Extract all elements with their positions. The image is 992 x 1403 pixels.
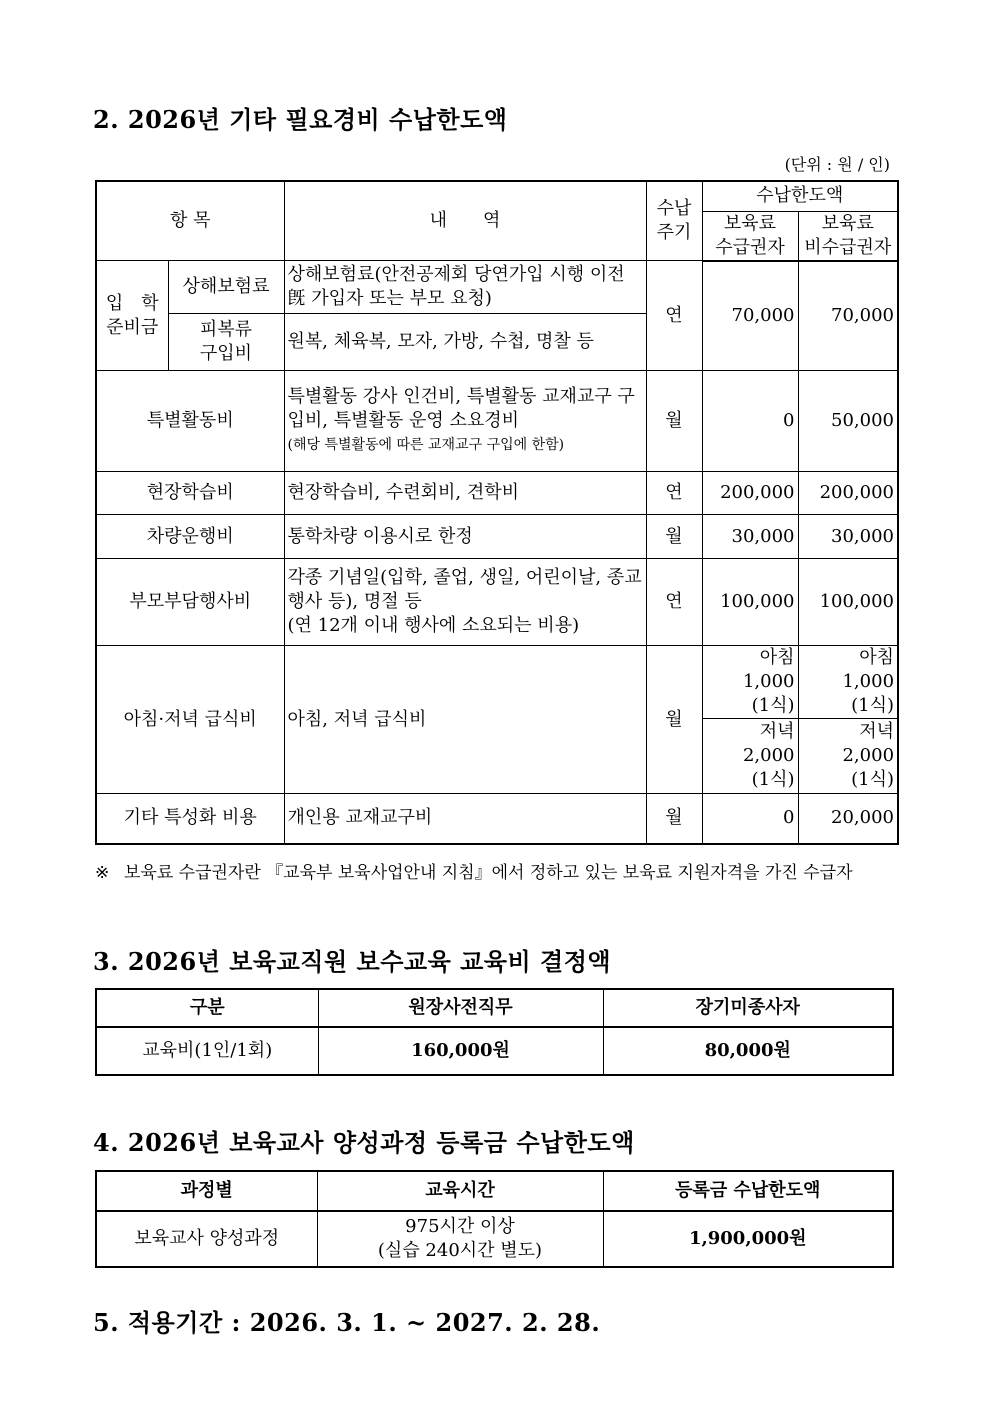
tuition-limit: 1,900,000원 [603,1211,893,1267]
field-detail: 현장학습비, 수련회비, 견학비 [284,472,646,515]
etc-non-eligible: 20,000 [798,794,898,844]
training-longterm-fee: 80,000원 [603,1027,893,1075]
header-limit: 수납한도액 [702,181,898,211]
fee-limit-table [95,180,899,845]
bus-cycle: 월 [646,515,702,559]
section3-title: 3. 2026년 보육교직원 보수교육 교육비 결정액 [93,947,612,976]
training-header-director: 원장사전직무 [318,989,603,1027]
training-row-label: 교육비(1인/1회) [96,1027,318,1075]
meal-evening-eligible: 저녁 2,000 (1식) [702,719,798,794]
header-cycle: 수납 주기 [646,181,702,261]
enroll-non-eligible: 70,000 [798,261,898,371]
unit-label: (단위 : 원 / 인) [784,155,890,174]
training-fee-table [95,988,894,1076]
bus-detail: 통학차량 이용시로 한정 [284,515,646,559]
special-detail-cell [284,371,646,472]
header-eligible: 보육료 수급권자 [702,211,798,261]
note-text: 보육료 수급권자란 『교육부 보육사업안내 지침』에서 정하고 있는 보육료 지원자격을 가진 수급자 [124,863,853,883]
event-non-eligible: 100,000 [798,559,898,646]
bus-label: 차량운행비 [96,515,284,559]
field-cycle: 연 [646,472,702,515]
section4-title: 4. 2026년 보육교사 양성과정 등록금 수납한도액 [93,1128,635,1157]
event-label: 부모부담행사비 [96,559,284,646]
header-detail: 내 역 [284,181,646,261]
tuition-course: 보육교사 양성과정 [96,1211,317,1267]
special-cycle: 월 [646,371,702,472]
bus-eligible: 30,000 [702,515,798,559]
tuition-header-limit: 등록금 수납한도액 [603,1171,893,1211]
meal-detail: 아침, 저녁 급식비 [284,646,646,794]
event-note: (연 12개 이내 행사에 소요되는 비용) [287,615,580,636]
event-detail: 각종 기념일(입학, 졸업, 생일, 어린이날, 종교행사 등), 명절 등 [287,567,642,612]
field-label: 현장학습비 [96,472,284,515]
tuition-table [95,1170,894,1268]
tuition-header-hours: 교육시간 [317,1171,603,1211]
special-note: (해당 특별활동에 따른 교재교구 구입에 한함) [287,437,565,453]
etc-eligible: 0 [702,794,798,844]
tuition-header-course: 과정별 [96,1171,317,1211]
event-cycle: 연 [646,559,702,646]
meal-cycle: 월 [646,646,702,794]
header-non-eligible: 보육료 비수급권자 [798,211,898,261]
enroll-cycle: 연 [646,261,702,371]
event-detail-cell [284,559,646,646]
section5-title: 5. 적용기간 : 2026. 3. 1. ~ 2027. 2. 28. [93,1308,601,1337]
meal-label: 아침·저녁 급식비 [96,646,284,794]
section2-title: 2. 2026년 기타 필요경비 수납한도액 [93,105,508,134]
insurance-label: 상해보험료 [168,261,284,314]
enroll-eligible: 70,000 [702,261,798,371]
special-detail: 특별활동 강사 인건비, 특별활동 교재교구 구입비, 특별활동 운영 소요경비 [287,386,635,431]
etc-cycle: 월 [646,794,702,844]
etc-detail: 개인용 교재교구비 [284,794,646,844]
insurance-detail: 상해보험료(안전공제회 당연가입 시행 이전 旣 가입자 또는 부모 요청) [284,261,646,314]
special-non-eligible: 50,000 [798,371,898,472]
meal-evening-non-eligible: 저녁 2,000 (1식) [798,719,898,794]
tuition-hours: 975시간 이상 (실습 240시간 별도) [317,1211,603,1267]
event-eligible: 100,000 [702,559,798,646]
training-header-longterm: 장기미종사자 [603,989,893,1027]
field-eligible: 200,000 [702,472,798,515]
special-eligible: 0 [702,371,798,472]
training-header-type: 구분 [96,989,318,1027]
field-non-eligible: 200,000 [798,472,898,515]
meal-morning-non-eligible: 아침 1,000 (1식) [798,646,898,719]
note-mark: ※ [95,863,110,883]
etc-label: 기타 특성화 비용 [96,794,284,844]
uniform-detail: 원복, 체육복, 모자, 가방, 수첩, 명찰 등 [284,314,646,371]
header-item: 항 목 [96,181,284,261]
training-director-fee: 160,000원 [318,1027,603,1075]
special-label: 특별활동비 [96,371,284,472]
uniform-label: 피복류 구입비 [168,314,284,371]
bus-non-eligible: 30,000 [798,515,898,559]
enroll-group-label: 입 학 준비금 [96,261,168,371]
meal-morning-eligible: 아침 1,000 (1식) [702,646,798,719]
